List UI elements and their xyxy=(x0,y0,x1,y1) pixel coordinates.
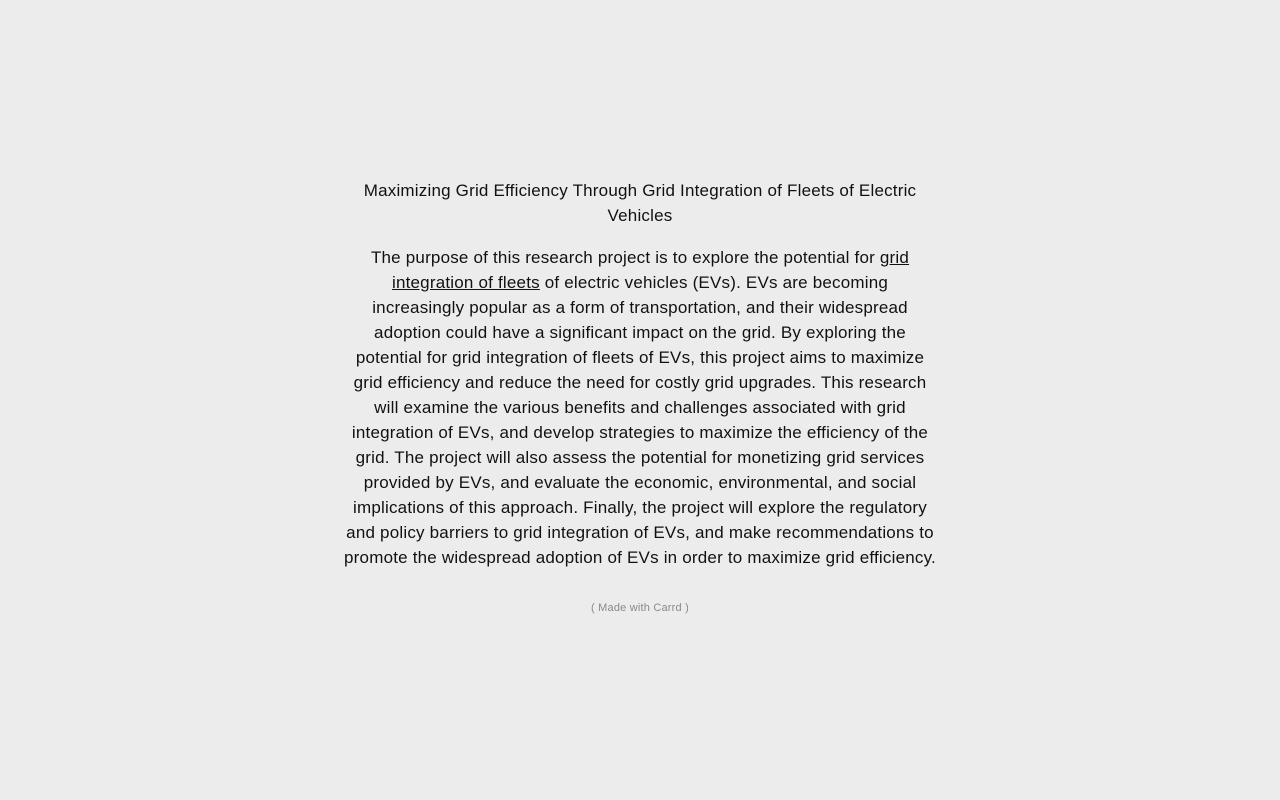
body-text-after-link: of electric vehicles (EVs). EVs are becoming increasingly popular as a form of transportation, and their widespread adoption could have a significant impact on the grid. By exploring the potential for grid integration of fleets of EVs, this project aims to maximize grid efficiency and reduce the need for costly grid upgrades. This research will examine the various benefits and challenges associated with grid integration of EVs, and develop strategies to maximize the efficiency of the grid. The project will also assess the potential for monetizing grid services provided by EVs, and evaluate the economic, environmental, and social implications of this approach. Finally, the project will explore the regulatory and policy barriers to grid integration of EVs, and make recommendations to promote the widespread adoption of EVs in order to maximize grid efficiency. xyxy=(344,273,936,567)
body-text-before-link: The purpose of this research project is to explore the potential for xyxy=(370,248,880,267)
main-content xyxy=(340,178,940,614)
made-with-carrd-link[interactable]: Made with Carrd xyxy=(598,602,682,614)
credit-open-paren: ( xyxy=(591,602,599,614)
credit-close-paren: ) xyxy=(681,602,689,614)
grid-integration-link[interactable]: grid integration of fleets xyxy=(391,248,910,292)
article-body xyxy=(340,245,940,570)
made-with-carrd-credit xyxy=(340,602,940,614)
page-title: Maximizing Grid Efficiency Through Grid Integration of Fleets of Electric Vehicles xyxy=(363,181,917,225)
